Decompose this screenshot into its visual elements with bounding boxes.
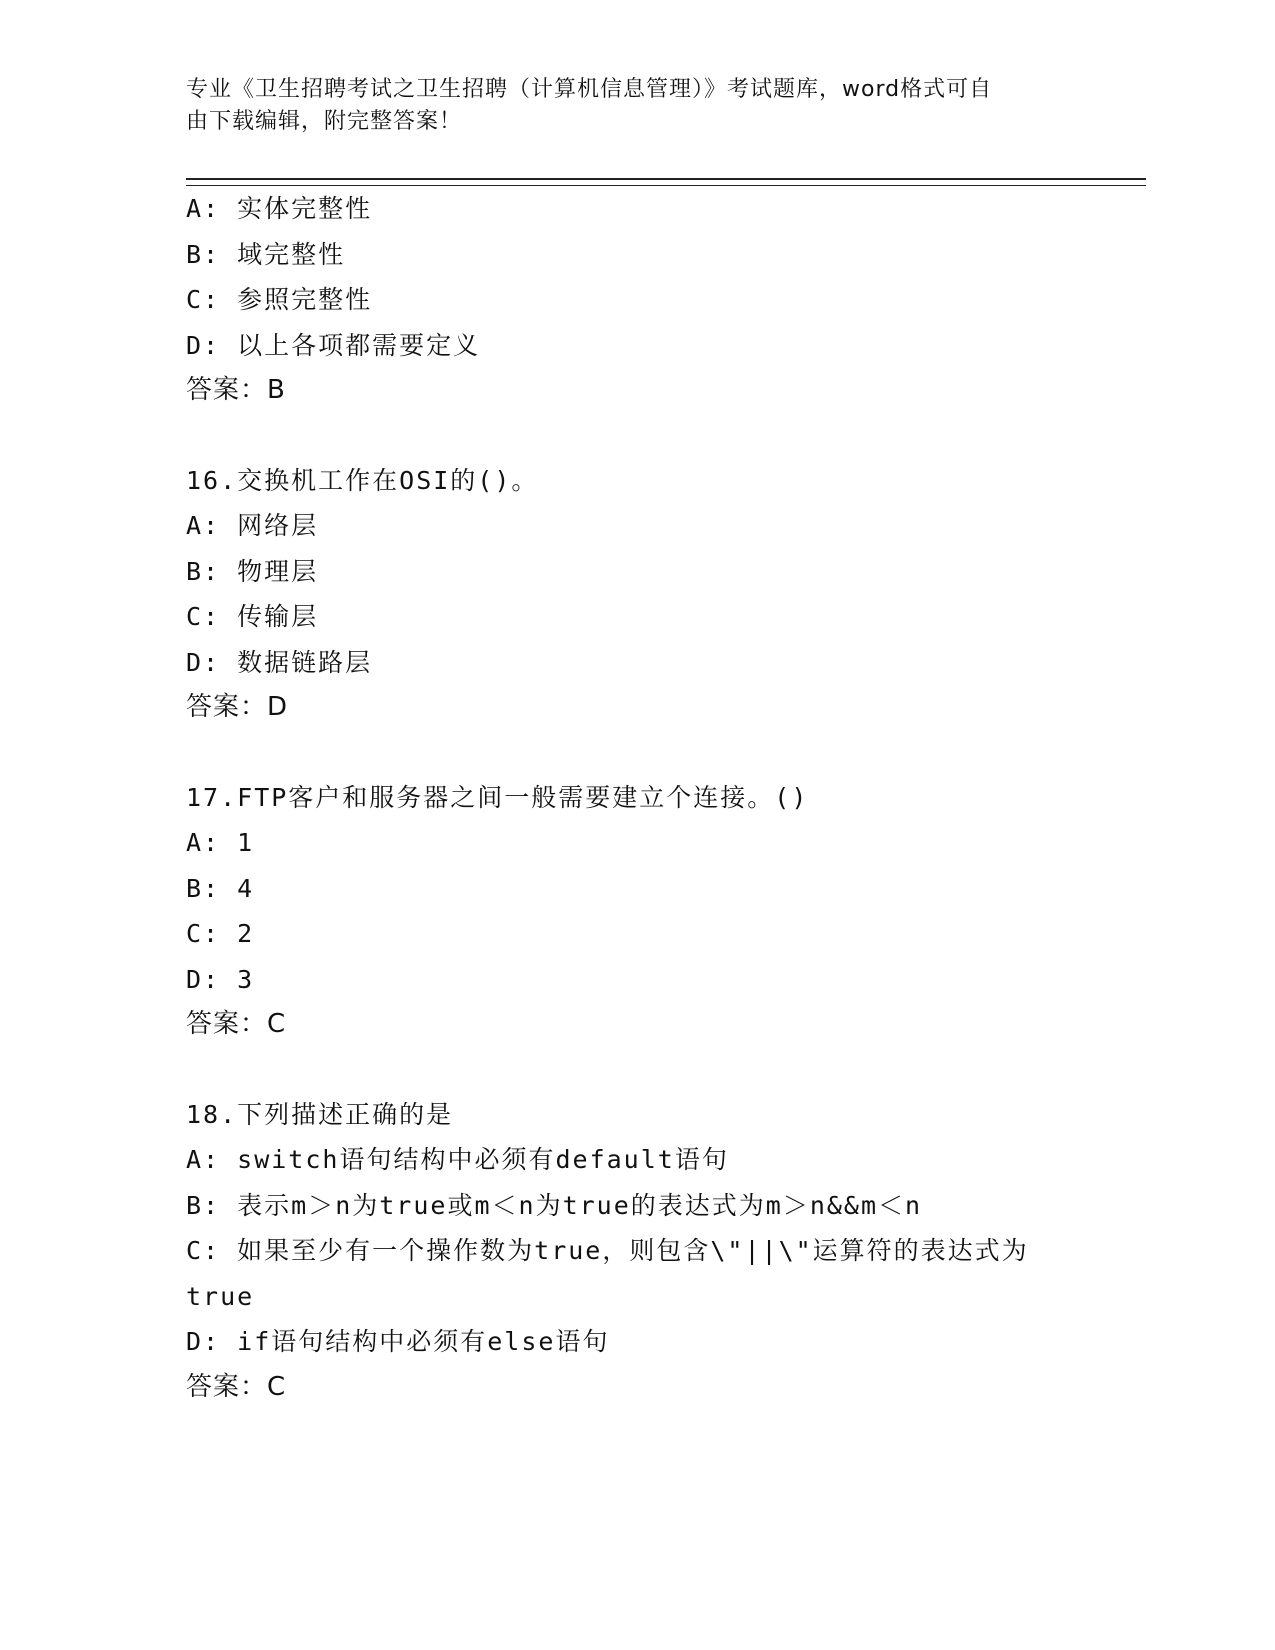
option-c: C: 传输层 (186, 602, 319, 631)
option-b: B: 域完整性 (186, 239, 346, 269)
option-a: A: 1 (186, 828, 255, 857)
question-17 (186, 775, 1086, 1048)
header-line-1: 专业《卫生招聘考试之卫生招聘（计算机信息管理）》考试题库，word格式可自 (186, 77, 993, 102)
option-c: C: 2 (186, 919, 255, 948)
option-d: D: 3 (186, 964, 255, 994)
question-text: 17.FTP客户和服务器之间一般需要建立个连接。() (186, 782, 809, 812)
answer: 答案：D (186, 692, 289, 722)
answer: 答案：C (186, 1009, 287, 1039)
option-b: B: 物理层 (186, 556, 319, 586)
question-list (186, 186, 1086, 1410)
option-c: C: 如果至少有一个操作数为true，则包含\"||\"运算符的表达式为true (186, 1236, 1029, 1311)
option-b: B: 表示m＞n为true或m＜n为true的表达式为m＞n&&m＜n (186, 1190, 923, 1220)
question-text: 18.下列描述正确的是 (186, 1099, 454, 1129)
option-d: D: if语句结构中必须有else语句 (186, 1327, 610, 1356)
header-divider (186, 178, 1146, 186)
answer: 答案：B (186, 375, 286, 405)
document-header (186, 74, 1066, 138)
option-d: D: 数据链路层 (186, 647, 373, 677)
question-15 (186, 186, 1086, 414)
answer: 答案：C (186, 1371, 287, 1402)
option-a: A: switch语句结构中必须有default语句 (186, 1145, 729, 1174)
question-18 (186, 1092, 1086, 1411)
option-a: A: 网络层 (186, 511, 319, 540)
header-line-2: 由下载编辑，附完整答案！ (186, 109, 463, 134)
option-c: C: 参照完整性 (186, 285, 373, 314)
question-16 (186, 458, 1086, 731)
question-text: 16.交换机工作在OSI的()。 (186, 465, 539, 495)
option-b: B: 4 (186, 873, 255, 903)
option-d: D: 以上各项都需要定义 (186, 330, 481, 360)
option-a: A: 实体完整性 (186, 194, 373, 223)
